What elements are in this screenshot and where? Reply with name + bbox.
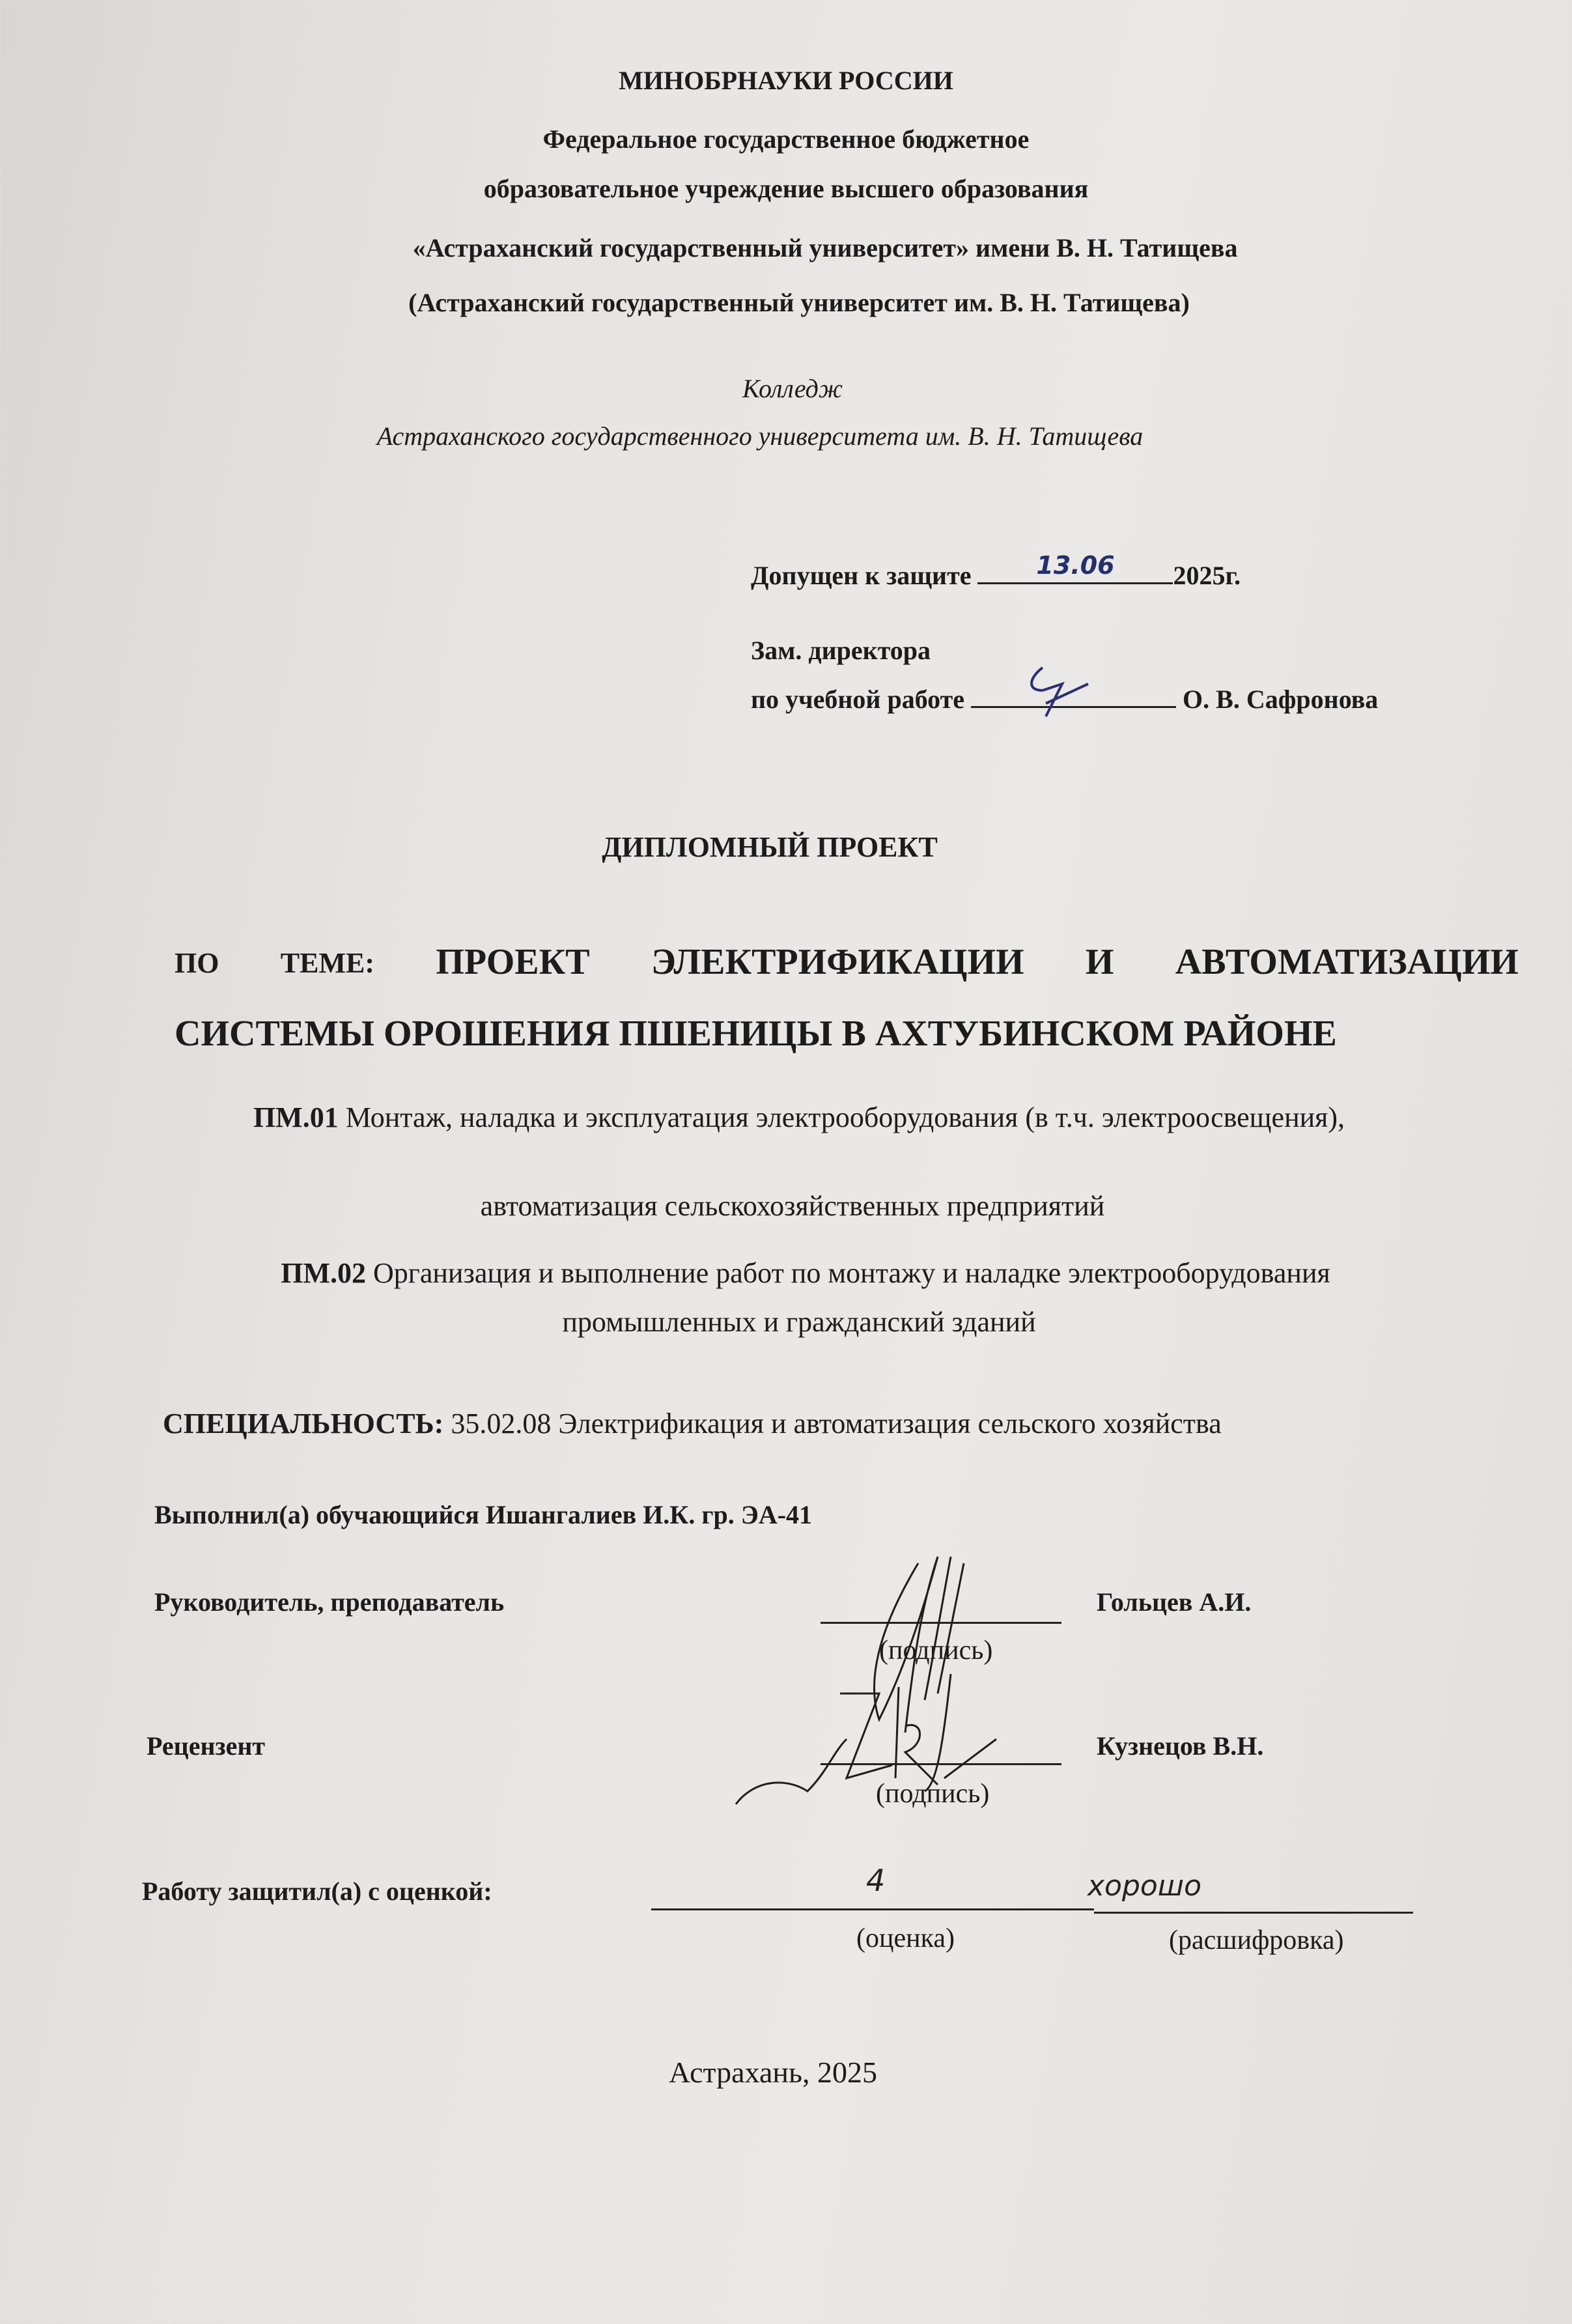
module-code: ПМ.02: [281, 1257, 367, 1289]
org-line-2: образовательное учреждение высшего образования: [483, 174, 1089, 203]
specialty: [163, 1407, 1222, 1440]
supervisor-signature-caption: (подпись): [879, 1636, 993, 1665]
module-2-line-2: промышленных и гражданский зданий: [562, 1306, 1036, 1338]
admitted-date: 13.06: [1036, 551, 1115, 580]
grade-score: 4: [866, 1863, 886, 1898]
author: Выполнил(а) обучающийся Ишангалиев И.К. гр. ЭА-41: [154, 1500, 813, 1529]
deputy-signature-line: [971, 677, 1176, 708]
supervisor-name: Гольцев А.И.: [1097, 1587, 1252, 1617]
admitted-label: Допущен к защите: [751, 561, 972, 590]
topic-word: ТЕМЕ:: [280, 947, 374, 979]
module-text: Монтаж, наладка и эксплуатация электрооборудования (в т.ч. электроосвещения),: [338, 1101, 1345, 1133]
college-line-1: Колледж: [742, 374, 843, 403]
reviewer-label: Рецензент: [147, 1731, 266, 1761]
grade-label: Работу защитил(а) с оценкой:: [142, 1877, 492, 1906]
grade-text-caption: (расшифровка): [1169, 1925, 1344, 1955]
org-line-4: (Астраханский государственный университет им. В. Н. Татищева): [408, 288, 1190, 317]
admitted-date-field: [977, 551, 1173, 584]
document-type: ДИПЛОМНЫЙ ПРОЕКТ: [602, 831, 938, 863]
grade-score-line: [651, 1908, 1094, 1910]
reviewer-name: Кузнецов В.Н.: [1097, 1731, 1264, 1761]
supervisor-label: Руководитель, преподаватель: [154, 1587, 505, 1617]
grade-score-caption: (оценка): [856, 1923, 955, 1953]
module-1-line-2: автоматизация сельскохозяйственных предприятий: [480, 1190, 1105, 1222]
topic-word: ПРОЕКТ: [436, 942, 590, 982]
module-code: ПМ.01: [253, 1101, 339, 1133]
grade-text-line: [1094, 1912, 1413, 1914]
specialty-value: 35.02.08 Электрификация и автоматизация сельского хозяйства: [443, 1408, 1222, 1439]
deputy-signature: [1017, 664, 1101, 723]
org-line-3: «Астраханский государственный университет» имени В. Н. Татищева: [412, 233, 1238, 262]
grade-text: хорошо: [1088, 1869, 1201, 1903]
deputy-title-2: по учебной работе: [751, 685, 965, 714]
reviewer-signature-caption: (подпись): [876, 1779, 990, 1809]
college-line-2: Астраханского государственного университета им. В. Н. Татищева: [376, 421, 1144, 451]
topic-word: ЭЛЕКТРИФИКАЦИИ: [651, 942, 1024, 982]
topic-word: И: [1085, 942, 1114, 982]
org-line-1: Федеральное государственное бюджетное: [542, 124, 1030, 154]
module-text: Организация и выполнение работ по монтажу и наладке электрооборудования: [366, 1257, 1330, 1289]
specialty-label: СПЕЦИАЛЬНОСТЬ:: [163, 1408, 444, 1439]
deputy-row: [751, 677, 1378, 715]
admitted-row: [751, 551, 1241, 591]
topic-word: АВТОМАТИЗАЦИИ: [1175, 942, 1519, 982]
topic-word: ПО: [175, 947, 219, 979]
deputy-title-1: Зам. директора: [751, 636, 931, 665]
topic-line-2: СИСТЕМЫ ОРОШЕНИЯ ПШЕНИЦЫ В АХТУБИНСКОМ РАЙОНЕ: [175, 1013, 1337, 1054]
ministry: МИНОБРНАУКИ РОССИИ: [619, 66, 953, 95]
deputy-name: О. В. Сафронова: [1183, 685, 1379, 714]
module-2-line-1: [20, 1256, 1572, 1290]
topic-line-1: [175, 941, 1519, 983]
city-year: Астрахань, 2025: [669, 2056, 877, 2089]
module-1-line-1: [13, 1101, 1572, 1134]
admitted-year: 2025г.: [1173, 561, 1241, 590]
